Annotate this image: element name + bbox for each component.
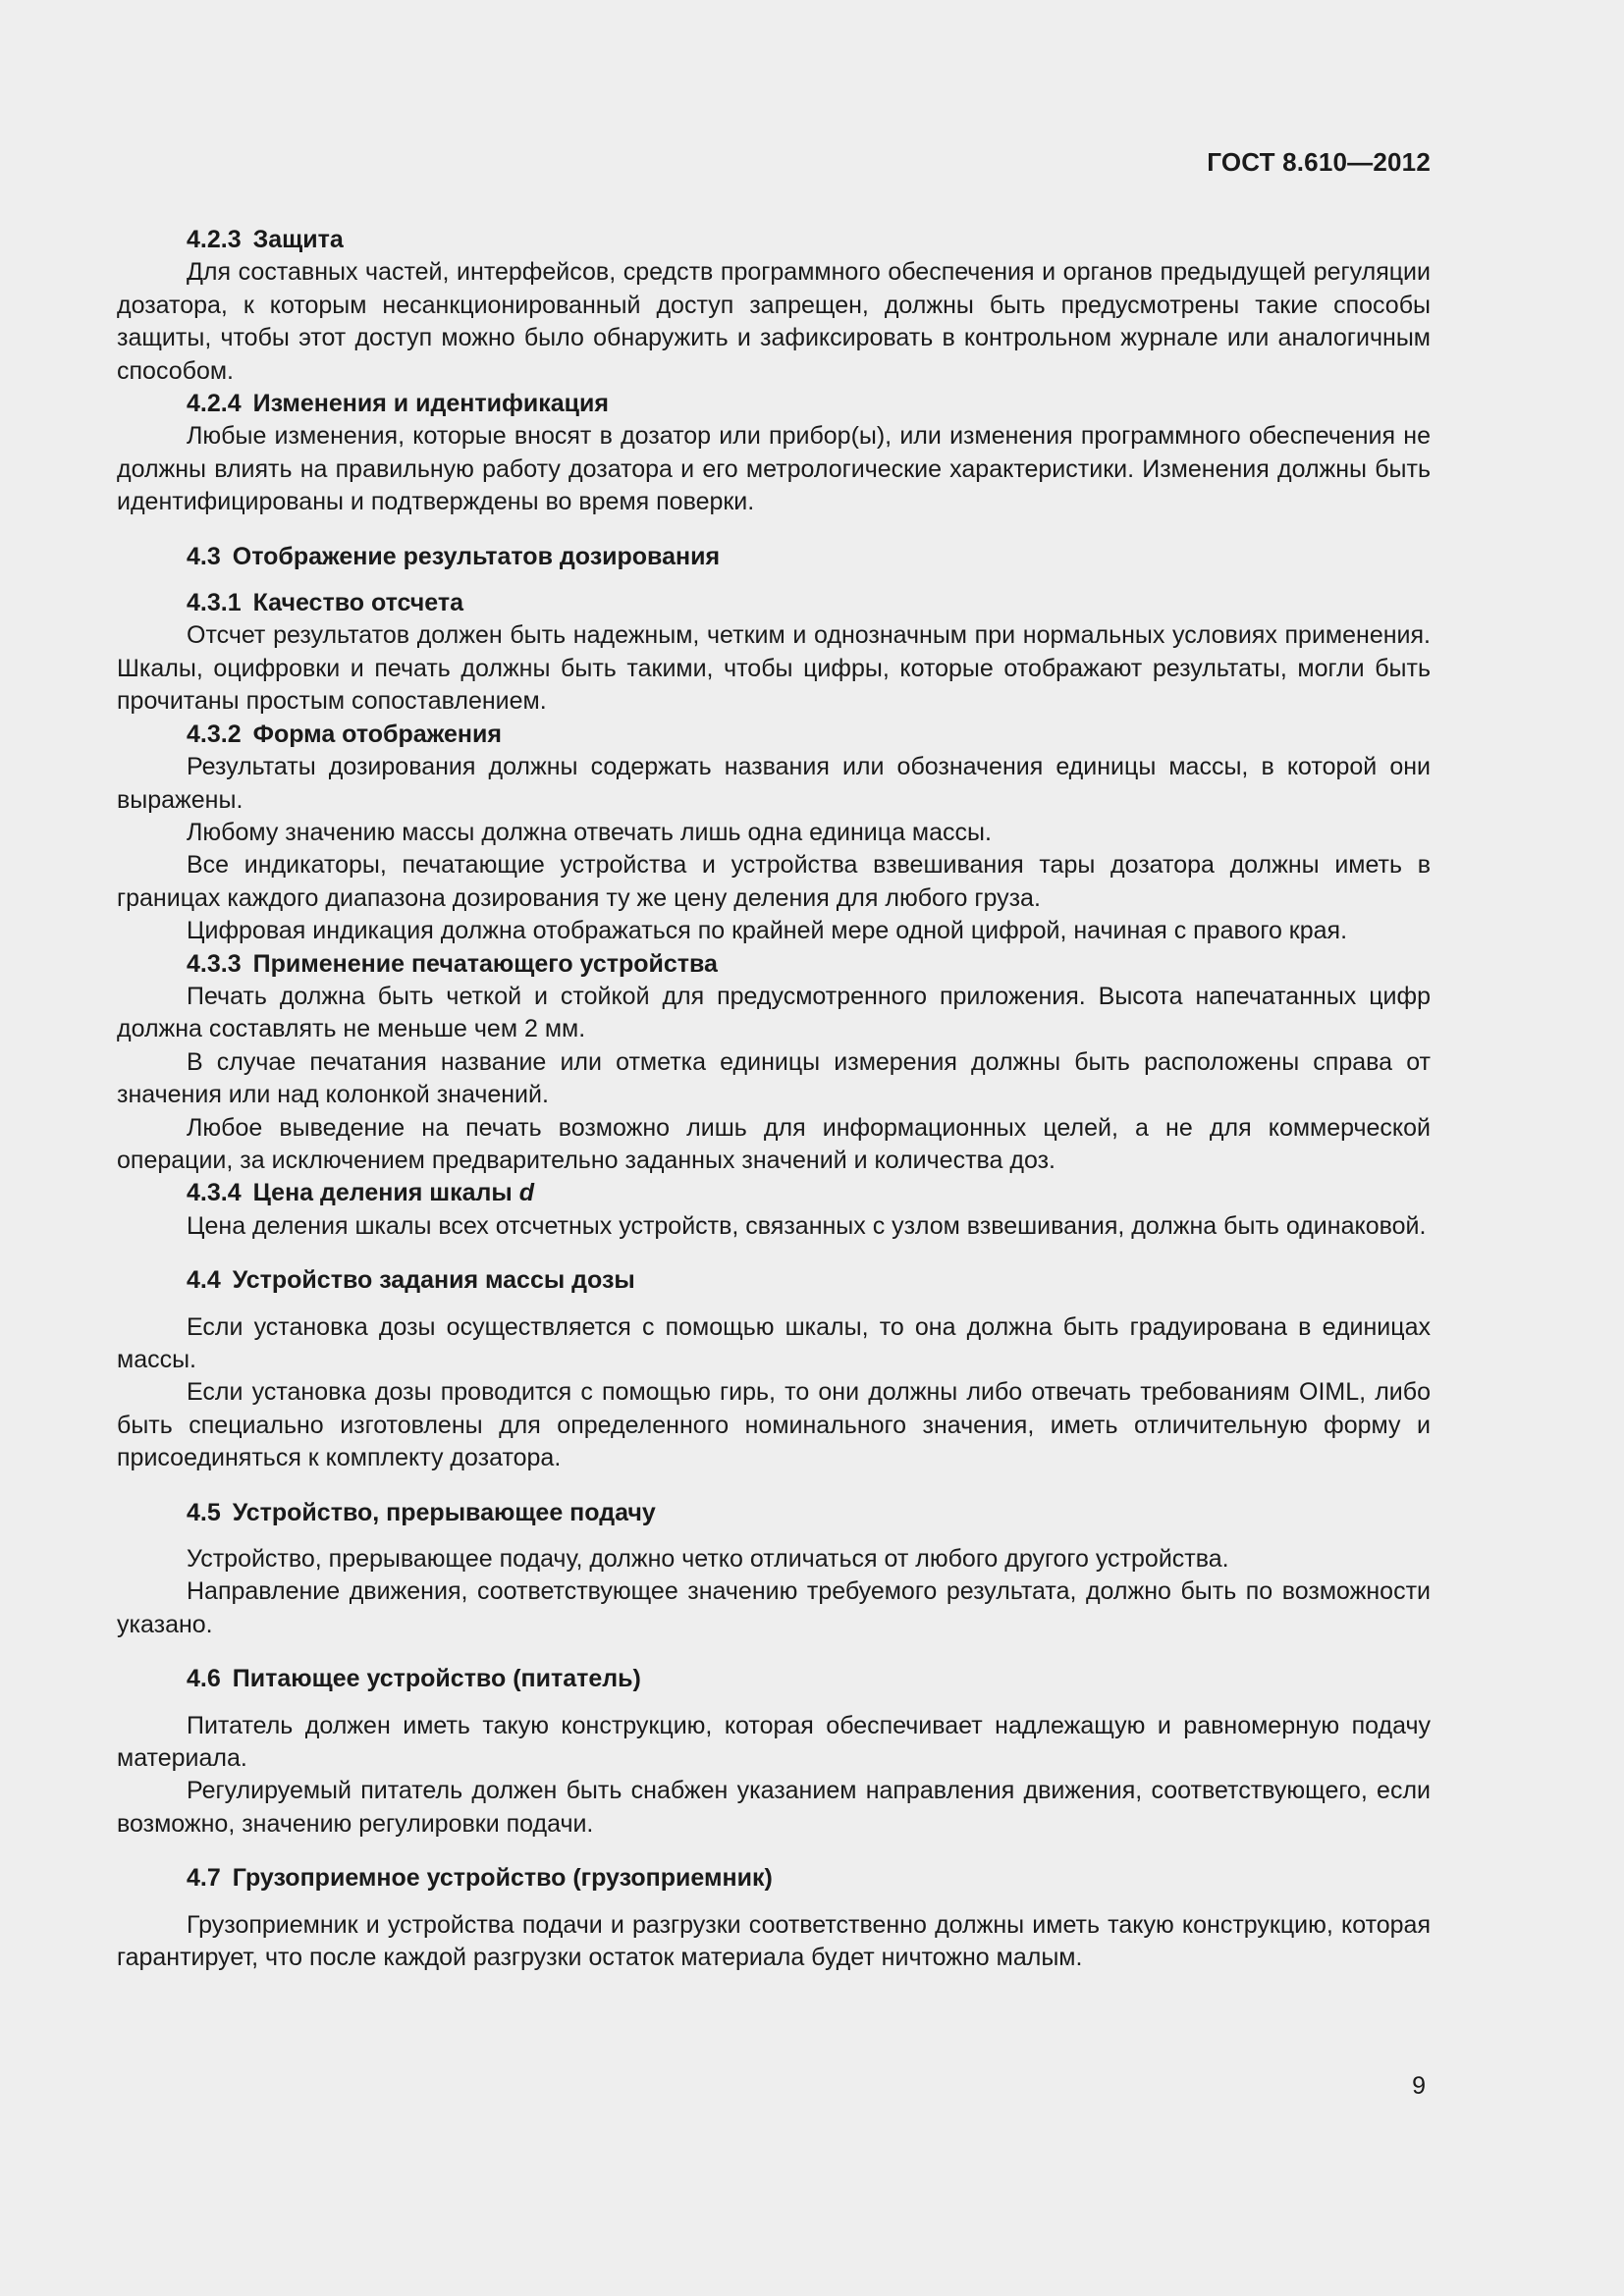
heading-number: 4.2.3	[187, 226, 242, 253]
subsection-heading	[117, 388, 1431, 420]
heading-title: Цена деления шкалы	[252, 1179, 513, 1207]
document-body	[117, 224, 1431, 1975]
section-heading	[117, 1497, 1431, 1529]
paragraph: Если установка дозы проводится с помощью гирь, то они должны либо отвечать требованиям OIML, либо быть специально изготовлены для определенного номинального значения, иметь отличительную форму и присоединяться к комплекту дозатора.	[117, 1378, 1431, 1472]
paragraph: Любое выведение на печать возможно лишь для информационных целей, а не для коммерческой операции, за исключением предварительно заданных значений и количества доз.	[117, 1113, 1431, 1174]
subsection-heading	[117, 948, 1431, 981]
heading-number: 4.3	[187, 542, 221, 570]
paragraph: Цифровая индикация должна отображаться по крайней мере одной цифрой, начиная с правого края.	[187, 917, 1348, 945]
document-code: ГОСТ 8.610—2012	[1207, 147, 1431, 177]
page-number: 9	[1412, 2072, 1426, 2100]
paragraph: Результаты дозирования должны содержать названия или обозначения единицы массы, в которой они выражены.	[117, 753, 1431, 814]
paragraph: Отсчет результатов должен быть надежным, четким и однозначным при нормальных условиях применения. Шкалы, оцифровки и печать должны быть такими, чтобы цифры, которые отображают результаты, могли быть прочитаны простым сопоставлением.	[117, 621, 1431, 716]
heading-title: Применение печатающего устройства	[252, 949, 718, 978]
heading-number: 4.3.2	[187, 720, 242, 748]
heading-number: 4.6	[187, 1665, 221, 1693]
paragraph: Любому значению массы должна отвечать лишь одна единица массы.	[187, 818, 992, 846]
heading-number: 4.5	[187, 1498, 221, 1526]
heading-symbol: d	[518, 1179, 534, 1207]
heading-number: 4.2.4	[187, 390, 242, 418]
heading-title: Питающее устройство (питатель)	[232, 1665, 641, 1693]
heading-number: 4.4	[187, 1266, 221, 1295]
subsection-heading	[117, 719, 1431, 751]
subsection-heading	[117, 1177, 1431, 1209]
heading-title: Устройство задания массы дозы	[232, 1266, 635, 1295]
heading-number: 4.3.1	[187, 589, 242, 617]
paragraph: Питатель должен иметь такую конструкцию, которая обеспечивает надлежащую и равномерную подачу материала.	[117, 1711, 1431, 1773]
paragraph: Все индикаторы, печатающие устройства и устройства взвешивания тары дозатора должны иметь в границах каждого диапазона дозирования ту же цену деления для любого груза.	[117, 851, 1431, 912]
heading-number: 4.7	[187, 1864, 221, 1893]
heading-number: 4.3.3	[187, 949, 242, 978]
paragraph: В случае печатания название или отметка единицы измерения должны быть расположены справа от значения или над колонкой значений.	[117, 1047, 1431, 1109]
heading-number: 4.3.4	[187, 1179, 242, 1207]
paragraph: Регулируемый питатель должен быть снабжен указанием направления движения, соответствующего, если возможно, значению регулировки подачи.	[117, 1777, 1431, 1838]
paragraph: Направление движения, соответствующее значению требуемого результата, должно быть по возможности указано.	[117, 1577, 1431, 1638]
heading-title: Изменения и идентификация	[252, 390, 609, 418]
section-heading	[117, 1264, 1431, 1297]
paragraph: Грузоприемник и устройства подачи и разгрузки соответственно должны иметь такую конструкцию, которая гарантирует, что после каждой разгрузки остаток материала будет ничтожно малым.	[117, 1910, 1431, 1972]
subsection-heading	[117, 224, 1431, 256]
paragraph: Печать должна быть четкой и стойкой для предусмотренного приложения. Высота напечатанных цифр должна составлять не меньше чем 2 мм.	[117, 982, 1431, 1043]
paragraph: Устройство, прерывающее подачу, должно четко отличаться от любого другого устройства.	[187, 1545, 1229, 1574]
paragraph: Цена деления шкалы всех отсчетных устройств, связанных с узлом взвешивания, должна быть одинаковой.	[187, 1211, 1427, 1240]
heading-title: Отображение результатов дозирования	[232, 542, 721, 570]
subsection-heading	[117, 587, 1431, 619]
paragraph: Любые изменения, которые вносят в дозатор или прибор(ы), или изменения программного обеспечения не должны влиять на правильную работу дозатора и его метрологические характеристики. Изменения должны быть идентифицированы и подтверждены во время поверки.	[117, 422, 1431, 516]
heading-title: Защита	[252, 226, 344, 253]
paragraph: Для составных частей, интерфейсов, средств программного обеспечения и органов предыдущей регуляции дозатора, к которым несанкционированный доступ запрещен, должны быть предусмотрены такие способы защиты, чтобы этот доступ можно было обнаружить и зафиксировать в контрольном журнале или аналогичным способом.	[117, 258, 1431, 385]
section-heading	[117, 1663, 1431, 1695]
heading-title: Качество отсчета	[252, 589, 464, 617]
heading-title: Форма отображения	[252, 720, 502, 748]
heading-title: Устройство, прерывающее подачу	[232, 1498, 656, 1526]
heading-title: Грузоприемное устройство (грузоприемник)	[232, 1864, 773, 1893]
paragraph: Если установка дозы осуществляется с помощью шкалы, то она должна быть градуирована в единицах массы.	[117, 1312, 1431, 1373]
section-heading	[117, 1862, 1431, 1895]
section-heading	[117, 541, 1431, 573]
